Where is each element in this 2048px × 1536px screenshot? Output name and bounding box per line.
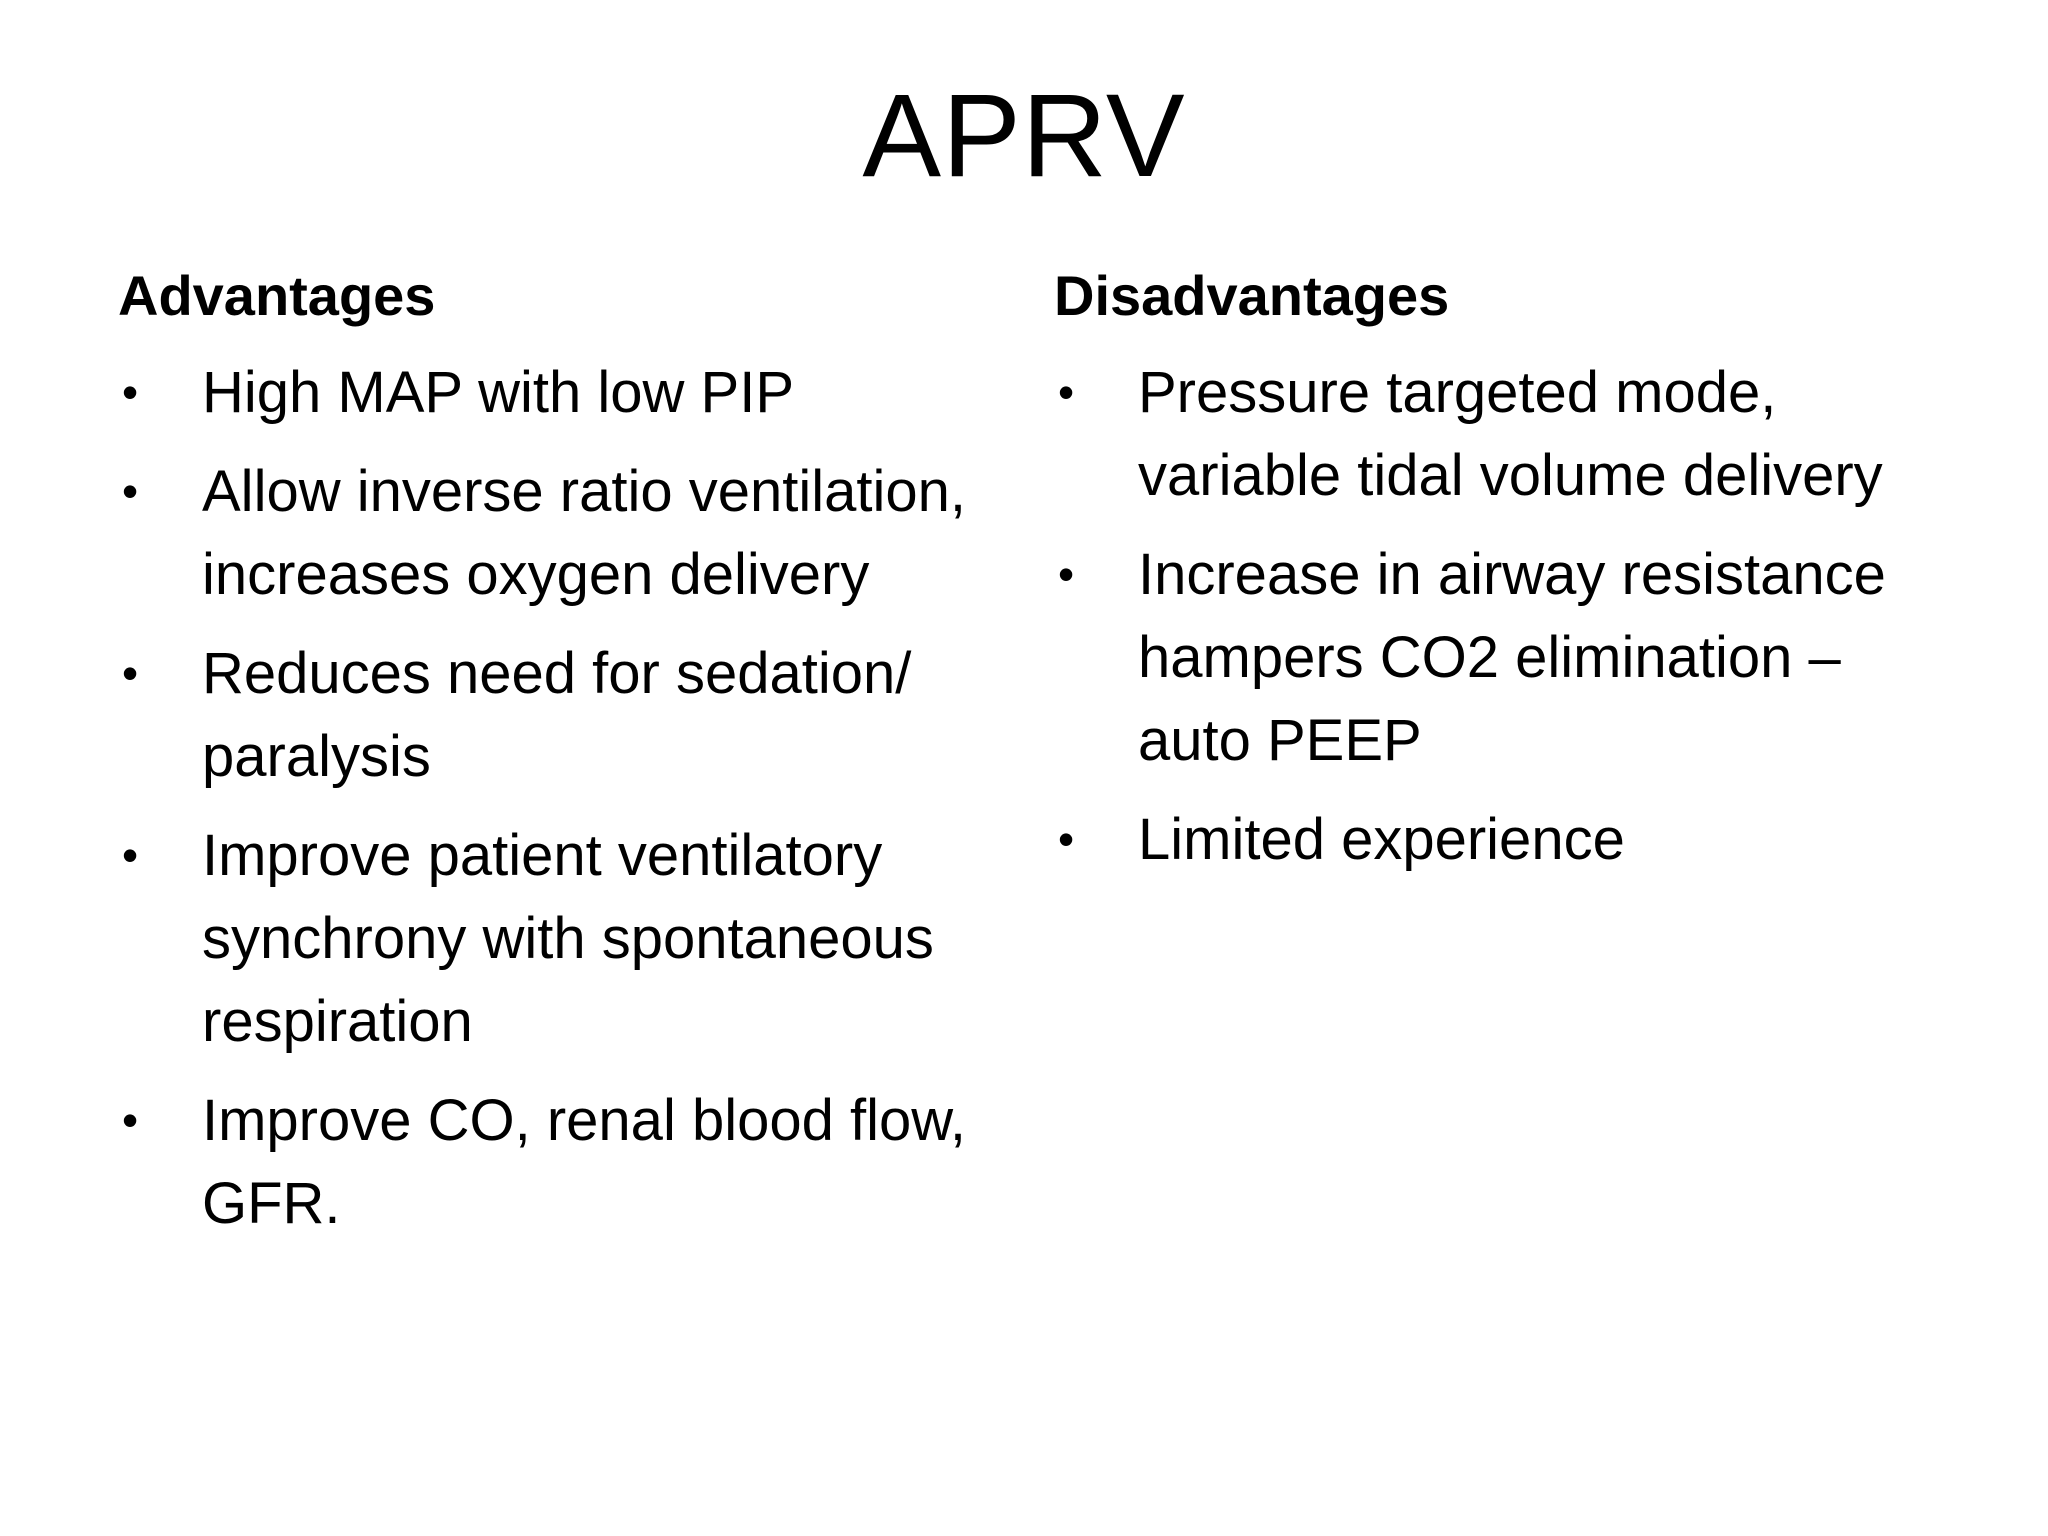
disadvantages-heading: Disadvantages xyxy=(1054,264,1450,327)
bullet-icon: • xyxy=(1058,813,1075,866)
list-item-text: Reduces need for sedation/ paralysis xyxy=(202,641,912,790)
advantages-column xyxy=(118,262,998,1261)
advantages-heading: Advantages xyxy=(118,264,436,327)
list-item-text: Pressure targeted mode, variable tidal volume delivery xyxy=(1138,360,1883,509)
list-item-text: Increase in airway resistance hampers CO2 elimination – auto PEEP xyxy=(1138,542,1886,774)
advantages-list xyxy=(118,351,998,1245)
bullet-icon: • xyxy=(122,366,139,419)
list-item xyxy=(118,351,998,434)
bullet-icon: • xyxy=(122,647,139,700)
list-item-text: Improve CO, renal blood flow, GFR. xyxy=(202,1088,967,1237)
list-item-text: Improve patient ventilatory synchrony with spontaneous respiration xyxy=(202,823,934,1055)
disadvantages-list xyxy=(1054,351,1914,881)
list-item xyxy=(1054,351,1914,517)
bullet-icon: • xyxy=(1058,548,1075,601)
list-item xyxy=(1054,533,1914,782)
list-item xyxy=(118,632,998,798)
bullet-icon: • xyxy=(1058,366,1075,419)
bullet-icon: • xyxy=(122,829,139,882)
list-item-text: Limited experience xyxy=(1138,807,1625,873)
disadvantages-column xyxy=(1054,262,1914,897)
bullet-icon: • xyxy=(122,465,139,518)
list-item-text: Allow inverse ratio ventilation, increases oxygen delivery xyxy=(202,459,967,608)
bullet-icon: • xyxy=(122,1094,139,1147)
list-item xyxy=(1054,798,1914,881)
list-item xyxy=(118,814,998,1063)
list-item-text: High MAP with low PIP xyxy=(202,360,795,426)
slide-title: APRV xyxy=(862,70,1186,202)
list-item xyxy=(118,1079,998,1245)
list-item xyxy=(118,450,998,616)
